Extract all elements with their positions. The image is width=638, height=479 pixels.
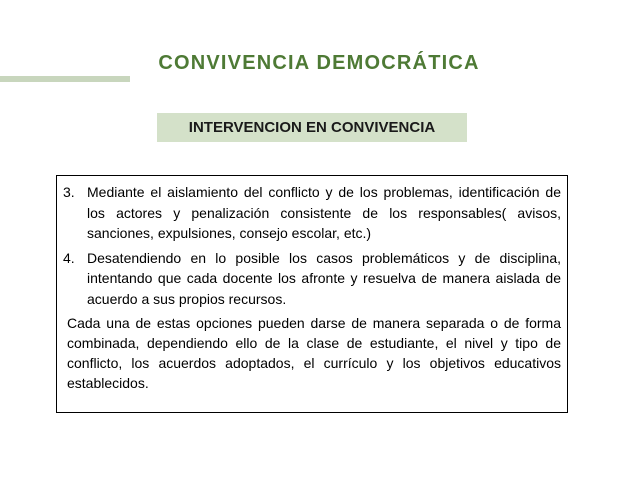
page-title: CONVIVENCIA DEMOCRÁTICA bbox=[158, 52, 480, 74]
section-subtitle-text: INTERVENCION EN CONVIVENCIA bbox=[188, 119, 436, 136]
list-item-text: Mediante el aislamiento del conflicto y de los problemas, identificación de los actores y penalización consistente de los responsables( avisos, sanciones, expulsiones, consejo escolar, etc.) bbox=[87, 184, 561, 241]
list-item-text: Desatendiendo en lo posible los casos problemáticos y de disciplina, intentando que cada docente los afronte y resuelva de manera aislada de acuerdo a sus propios recursos. bbox=[87, 249, 561, 307]
list-item bbox=[63, 182, 561, 244]
section-subtitle bbox=[157, 113, 467, 142]
list-item bbox=[63, 248, 561, 310]
list-item-number: 3. bbox=[63, 184, 75, 200]
closing-paragraph: Cada una de estas opciones pueden darse de manera separada o de forma combinada, dependiendo ello de la clase de estudiante, el nivel y tipo de conflicto, los acuerdos adoptados, el currículo y los objetivos educativos establecidos. bbox=[67, 315, 561, 391]
list-item-number: 4. bbox=[63, 249, 75, 266]
content-box bbox=[56, 175, 568, 413]
accent-bar bbox=[0, 76, 130, 82]
